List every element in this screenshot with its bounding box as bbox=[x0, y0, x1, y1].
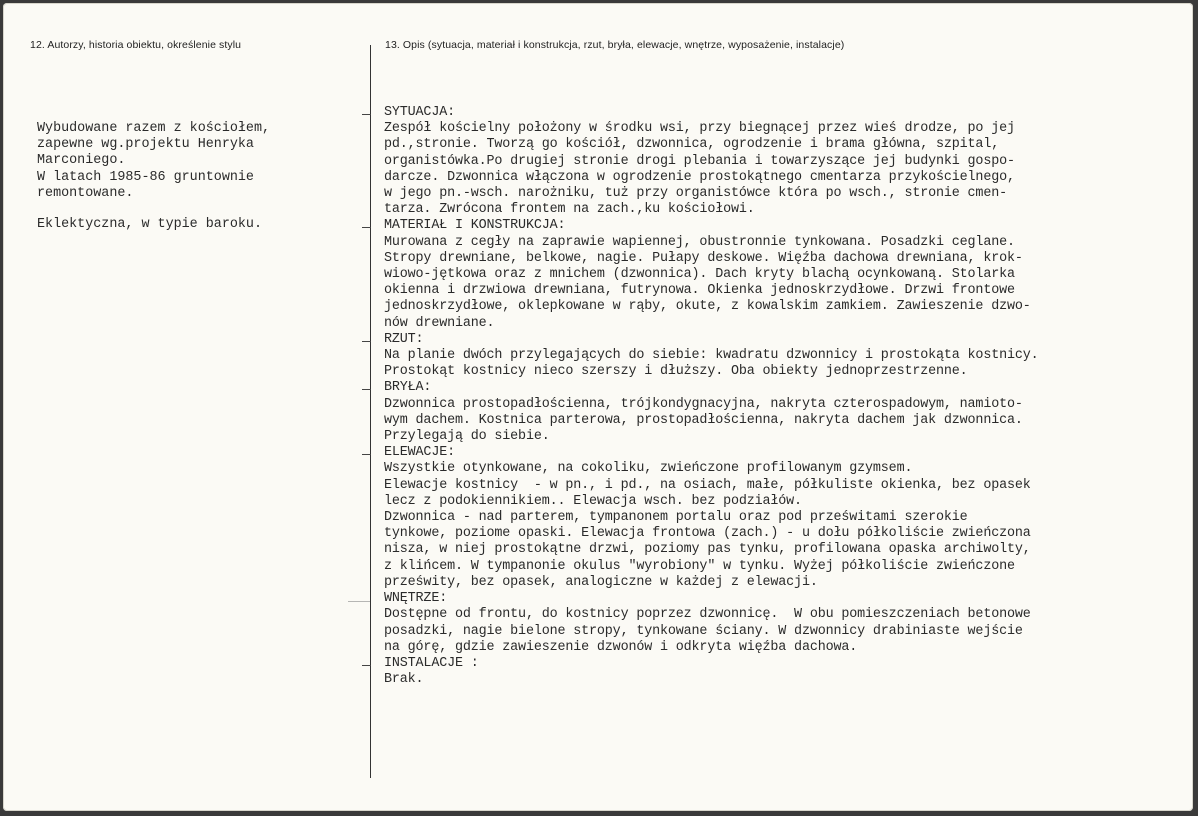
divider-tick bbox=[362, 454, 371, 455]
divider-tick bbox=[362, 227, 371, 228]
section-13-header: 13. Opis (sytuacja, materiał i konstrukcja, rzut, bryła, elewacje, wnętrze, wyposażenie, instalacje) bbox=[385, 39, 845, 51]
inventory-card bbox=[3, 3, 1193, 811]
section-12-header: 12. Autorzy, historia obiektu, określenie stylu bbox=[30, 39, 242, 51]
style-text: Eklektyczna, w typie baroku. bbox=[37, 217, 262, 232]
divider-tick bbox=[362, 341, 371, 342]
history-text: Wybudowane razem z kościołem, zapewne wg.projektu Henryka Marconiego. W latach 1985-86 gruntownie remontowane. bbox=[37, 121, 271, 201]
divider-tick bbox=[362, 665, 371, 666]
divider-tick bbox=[362, 114, 371, 115]
divider-tick bbox=[362, 389, 371, 390]
divider-tick bbox=[348, 601, 370, 602]
description-text: SYTUACJA: Zespół kościelny położony w środku wsi, przy biegnącej przez wieś drodze, po jej pd.,stronie. Tworzą go kościół, dzwonnica, ogrodzenie i brama główna, szpital, organistówka.Po drugiej stronie drogi plebania i towarzyszące jej budynki gospo- darcze. Dzwonnica włączona w ogrodzenie prostokątnego cmentarza przykościelnego, w jego pn.-wsch. narożniku, tuż przy organistówce która po wsch., stronie cmen- tarza. Zwrócona frontem na zach.,ku kościołowi. MATERIAŁ I KONSTRUKCJA: Murowana z cegły na zaprawie wapiennej, obustronnie tynkowana. Posadzki ceglane. Stropy drewniane, belkowe, nagie. Pułapy deskowe. Więźba dachowa drewniana, krok- wiowo-jętkowa oraz z mnichem (dzwonnica). Dach kryty blachą ocynkowaną. Stolarka okienna i drzwiowa drewniana, futrynowa. Okienka jednoskrzydłowe. Drzwi frontowe jednoskrzydłowe, oklepkowane w rąby, okute, z kowalskim zamkiem. Zawieszenie dzwo- nów drewniane. RZUT: Na planie dwóch przylegających do siebie: kwadratu dzwonnicy i prostokąta kostnicy. Prostokąt kostnicy nieco szerszy i dłuższy. Oba obiekty jednoprzestrzenne. BRYŁA: Dzwonnica prostopadłościenna, trójkondygnacyjna, nakryta czterospadowym, namioto- wym dachem. Kostnica parterowa, prostopadłościenna, nakryta dachem jak dzwonnica. Przylegają do siebie. ELEWACJE: Wszystkie otynkowane, na cokoliku, zwieńczone profilowanym gzymsem. Elewacje kostnicy - w pn., i pd., na osiach, małe, półkuliste okienka, bez opasek lecz z podokiennikiem.. Elewacja wsch. bez podziałów. Dzwonnica - nad parterem, tympanonem portalu oraz pod prześwitami szerokie tynkowe, poziome opaski. Elewacja frontowa (zach.) - u dołu półkoliście zwieńczona nisza, w niej prostokątne drzwi, poziomy pas tynku, profilowana opaska archiwolty, z klińcem. W tympanonie okulus "wyrobiony" w tynku. Wyżej półkoliście zwieńczone prześwity, bez opasek, analogiczne w każdej z elewacji. WNĘTRZE: Dostępne od frontu, do kostnicy poprzez dzwonnicę. W obu pomieszczeniach betonowe posadzki, nagie bielone stropy, tynkowane ściany. W dzwonnicy drabiniaste wejście na górę, gdzie zawieszenie dzwonów i odkryta więźba dachowa. INSTALACJE : Brak. bbox=[384, 105, 1039, 688]
column-divider bbox=[370, 45, 371, 778]
